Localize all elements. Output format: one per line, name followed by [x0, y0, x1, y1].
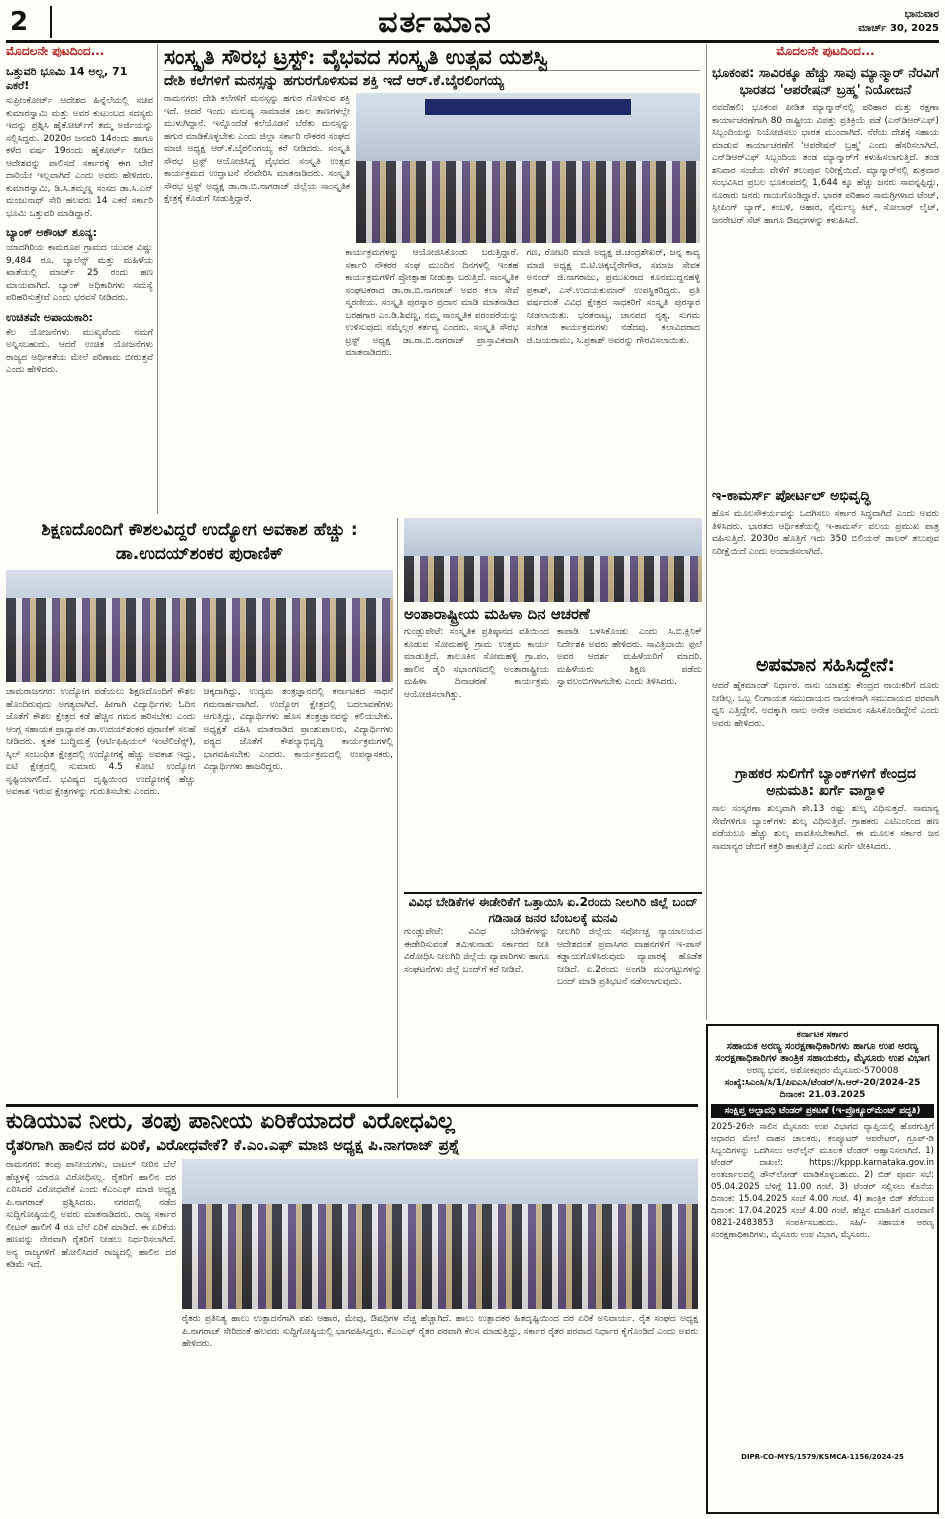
skills-col1: ಚಾಮರಾಜನಗರ: ಉದ್ಯೋಗ ಪಡೆಯಲು ಶಿಕ್ಷಣದೊಂದಿಗೆ ಕೌಶಲ ಹೊಂದಿರುವುದು ಅಗತ್ಯವಾಗಿದೆ. ಹೀಗಾಗಿ ವಿದ್ಯಾರ್ಥಿಗಳು ಓದಿನ ಜೊತೆಗೆ ಕೌಶಲ ಕ್ಷೇತ್ರದ ಕಡೆ ಹೆಚ್ಚಿನ ಗಮನ ಹರಿಸಬೇಕು ಎಂದು ಆಂಗ್ಲ ಸಹಾಯಕ ಪ್ರಾಧ್ಯಾಪಕ ಡಾ.ಉದಯ್‌ಶಂಕರ ಪುರಾಣಿಕ್ ಸಲಹೆ ನೀಡಿದರು. ಕೃತಕ ಬುದ್ಧಿಮತ್ತೆ (ಆರ್ಟಿಫಿಷಿಯಲ್ ಇಂಟೆಲಿಜೆನ್ಸ್), ಸ್ಕಿಲ್ ಸಂಬಂಧಿತ ಕ್ಷೇತ್ರದಲ್ಲಿ ಉದ್ಯೋಗಕ್ಕೆ ಹೆಚ್ಚು ಅವಕಾಶ ಇದ್ದು, ಐಟಿ ಕ್ಷೇತ್ರದಲ್ಲಿ ಸುಮಾರು 4.5 ಕೋಟಿ ಉದ್ಯೋಗ ಸೃಷ್ಟಿಯಾಗಲಿದೆ. ಭವಿಷ್ಯದ ದೃಷ್ಟಿಯಿಂದ ಉದ್ಯೋಗಕ್ಕೆ ಹೆಚ್ಚು ಅವಕಾಶ ಇರುವ ಕ್ಷೇತ್ರಗಳನ್ನು ಗುರುತಿಸಬೇಕು ಎಂದರು.: [6, 687, 196, 797]
tender-code: DIPR-CO-MYS/1579/KSMCA-1156/2024-25: [741, 1453, 904, 1461]
tender-body: 2025-26ನೇ ಸಾಲಿನ ಮೈಸೂರು ಉಪ ವಿಭಾಗದ ವ್ಯಾಪ್ತಿಯಲ್ಲಿ ಹೊರಗುತ್ತಿಗೆ ಆಧಾರದ ಮೇಲೆ ವಾಹನ ಚಾಲಕರು, ಕಂಪ್ಯೂಟರ್ ಆಪರೇಟರ್, ಗ್ರೂಪ್-ಡಿ ಸಿಬ್ಬಂದಿಗಳನ್ನು ಒದಗಿಸಲು ಆನ್‌ಲೈನ್ ಮೂಲಕ ಟೆಂಡರ್ ಆಹ್ವಾನಿಸಲಾಗಿದೆ. 1) ಟೆಂಡರ್ ದಾಖಲೆ: https://kppp.karnataka.gov.in ಅಂತರ್ಜಾಲದಲ್ಲಿ ಡೌನ್‌ಲೋಡ್ ಮಾಡಿಕೊಳ್ಳಬಹುದು. 2) ಬಿಡ್ ಪೂರ್ವ ಸಭೆ: 05.04.2025 ಬೆಳಿಗ್ಗೆ 11.00 ಗಂಟೆ. 3) ಟೆಂಡರ್ ಸಲ್ಲಿಸಲು ಕೊನೆಯ ದಿನಾಂಕ: 15.04.2025 ಸಂಜೆ 4.00 ಗಂಟೆ. 4) ತಾಂತ್ರಿಕ ಬಿಡ್ ತೆರೆಯುವ ದಿನಾಂಕ: 17.04.2025 ಸಂಜೆ 4.00 ಗಂಟೆ. ಹೆಚ್ಚಿನ ಮಾಹಿತಿಗೆ ದೂರವಾಣಿ 0821-2483853 ಸಂಪರ್ಕಿಸಬಹುದು. ಸಹಿ/- ಸಹಾಯಕ ಅರಣ್ಯ ಸಂರಕ್ಷಣಾಧಿಕಾರಿಗಳು, ಮೈಸೂರು ಉಪ ವಿಭಾಗ, ಮೈಸೂರು.: [711, 1122, 934, 1240]
left-column: [6, 44, 158, 514]
left-head2: ಬ್ಯಾಂಕ್ ಅಕೌಂಟ್ ಶೂನ್ಯ:: [6, 226, 97, 239]
tender-line2: ಸಹಾಯಕ ಅರಣ್ಯ ಸಂರಕ್ಷಣಾಧಿಕಾರಿಗಳು ಹಾಗೂ ಉಪ ಅರಣ್ಯ ಸಂರಕ್ಷಣಾಧಿಕಾರಿಗಳ ತಾಂತ್ರಿಕ ಸಹಾಯಕರು, ಮೈಸೂರು ಉಪ ವಿಭಾಗ: [715, 1041, 930, 1064]
left-kicker: ಮೊದಲನೇ ಪುಟದಿಂದ...: [6, 44, 105, 58]
newspaper-title: ವರ್ತಮಾನ: [378, 4, 493, 40]
nilgiri-headline: ವಿವಿಧ ಬೇಡಿಕೆಗಳ ಈಡೇರಿಕೆಗೆ ಒತ್ತಾಯಿಸಿ ಏ.2ರಂದು ನೀಲಗಿರಿ ಜಿಲ್ಲೆ ಬಂದ್ ಗಡಿನಾಡ ಜನರ ಬೆಂಬಲಕ್ಕೆ ಮನವಿ: [408, 895, 698, 925]
womens-day-headline: ಅಂತಾರಾಷ್ಟ್ರೀಯ ಮಹಿಳಾ ದಿನ ಆಚರಣೆ: [404, 605, 590, 623]
skills-photo: [6, 570, 393, 682]
right-kicker: ಮೊದಲನೇ ಪುಟದಿಂದ...: [776, 44, 875, 58]
right-body2: ಹೊಸ ಮೂಲಸೌಕರ್ಯವನ್ನು ಒದಗಿಸಲು ಸರ್ಕಾರ ಸಿದ್ಧವಾಗಿದೆ ಎಂದು ಅವರು ತಿಳಿಸಿದರು. ಭಾರತದ ಆರ್ಥಿಕತೆಯಲ್ಲಿ ಇ-ಕಾಮರ್ಸ್ ವಲಯ ಪ್ರಮುಖ ಪಾತ್ರ ವಹಿಸುತ್ತಿದೆ. 2030ರ ಹೊತ್ತಿಗೆ ಇದು 350 ಬಿಲಿಯನ್ ಡಾಲರ್ ತಲುಪುವ ನಿರೀಕ್ಷೆಯಿದೆ ಎಂದು ಅಂದಾಜಿಸಲಾಗಿದೆ.: [712, 509, 939, 557]
milk-price-article: [6, 1104, 698, 1517]
milk-subhead: ರೈತರಿಗಾಗಿ ಹಾಲಿನ ದರ ಏರಿಕೆ, ವಿರೋಧವೇಕೆ? ಕೆ.ಎಂ.ಎಫ್ ಮಾಜಿ ಅಧ್ಯಕ್ಷ ಪಿ.ನಾಗರಾಜ್ ಪ್ರಶ್ನೆ: [6, 1136, 460, 1154]
photo-people: [356, 161, 700, 244]
left-body2: ಯಾದಗಿರಿಯ ಕಾಮರೂಪ ಗ್ರಾಮದ ಯುವಕ ವಿಷ್ಣು 9,484 ರೂ. ಬ್ಯಾಲೆನ್ಸ್ ಮತ್ತು ಮಹಿಳೆಯ ಖಾತೆಯಲ್ಲಿ ಮಾರ್ಚ್ 25 ರಂದು ಹಣ ಮಾಯವಾಗಿದೆ. ಬ್ಯಾಂಕ್ ಅಧಿಕಾರಿಗಳು ಸಮಸ್ಯೆ ಪರಿಹರಿಸುತ್ತೇವೆ ಎಂದು ಭರವಸೆ ನೀಡಿದರು.: [6, 243, 153, 303]
womens-day-article: [404, 518, 702, 890]
left-body1: ಸುಪ್ರೀಂಕೋರ್ಟ್ ಆದೇಶದ ಹಿನ್ನೆಲೆಯಲ್ಲಿ ಸಚಿವ ಕುಮಾರಸ್ವಾಮಿ ಮತ್ತು ಅವರ ಕುಟುಂಬದ ಸದಸ್ಯರು ಇದನ್ನು ಪ್ರಶ್ನಿಸಿ ಹೈಕೋರ್ಟ್‌ಗೆ ತಮ್ಮ ಅರ್ಜಿಯನ್ನು ಸಲ್ಲಿಸಿದ್ದರು. 2020ರ ಜನವರಿ 14ರಂದು ಹಾಗೂ ಕಳೆದ ವರ್ಷ 19ರಂದು ಹೈಕೋರ್ಟ್ ನೀಡಿದ ಆದೇಶವನ್ನು ಪಾಲಿಸದೆ ಸರ್ಕಾರಕ್ಕೆ ಈಗ ಬೇರೆ ದಾರಿಯೇ ಇಲ್ಲವಾಗಿದೆ ಎಂದು ಅವರು ಹೇಳಿದರು. ಕುಮಾರಸ್ವಾಮಿ, ಡಿ.ಸಿ.ತಮ್ಮಣ್ಣ ಸಂಸದ ಡಾ.ಸಿ.ಎನ್ ಮಂಜುನಾಥ್ ಸೇರಿ ಹಲವರು 14 ಎಕರೆ ಸರ್ಕಾರಿ ಭೂಮಿ ಒತ್ತುವರಿ ಮಾಡಿದ್ದಾರೆ.: [6, 96, 153, 219]
lead-photo: [356, 93, 700, 243]
milk-col2: ರೈತರು ಪ್ರತಿನಿತ್ಯ ಹಾಲು ಉತ್ಪಾದನೆಗಾಗಿ ಪಶು ಆಹಾರ, ಮೇವು, ಔಷಧಿಗಳ ವೆಚ್ಚ ಹೆಚ್ಚಾಗಿದೆ. ಹಾಲು ಉತ್ಪಾದಕರ ಹಿತದೃಷ್ಟಿಯಿಂದ ದರ ಏರಿಕೆ ಅನಿವಾರ್ಯ. ರೈತ ಸಂಘದ ಅಧ್ಯಕ್ಷ ಪಿ.ನಾಗರಾಜ್ ಸೇರಿದಂತೆ ಹಲವರು ಸುದ್ದಿಗೋಷ್ಠಿಯಲ್ಲಿ ಭಾಗವಹಿಸಿದ್ದರು. ಕೆಎಂಎಫ್ ರೈತರ ಪರವಾಗಿ ಕೆಲಸ ಮಾಡುತ್ತಿದ್ದು, ಸರ್ಕಾರ ರೈತರ ಪರವಾದ ನಿರ್ಧಾರ ಕೈಗೊಂಡಿದೆ ಎಂದು ಅವರು ಹೇಳಿದರು.: [182, 1314, 698, 1349]
right-head1: ಭೂಕಂಪ: ಸಾವಿರಕ್ಕೂ ಹೆಚ್ಚು ಸಾವು ಮ್ಯಾನ್ಮಾರ್ ನೆರವಿಗೆ ಭಾರತದ 'ಆಪರೇಷನ್ ಬ್ರಹ್ಮ' ನಿಯೋಜನೆ: [712, 66, 939, 98]
tender-ref: ಸಂಖ್ಯೆ:ಸಿಎಂಸಿ/ಸಿ/1/ಪಿಐಎಸಿ/ಟೆಂಡರ್/ಸಿ.ಆರ್-20/2024-25: [724, 1078, 921, 1088]
left-head1: ಒತ್ತುವರಿ ಭೂಮಿ 14 ಅಲ್ಲ, 71 ಎಕರೆ!: [6, 65, 128, 92]
womens-day-photo-people: [404, 556, 702, 602]
nilgiri-col1: ಗುಂಡ್ಲುಪೇಟೆ: ವಿವಿಧ ಬೇಡಿಕೆಗಳನ್ನು ಈಡೇರಿಸುವಂತೆ ತಮಿಳುನಾಡು ಸರ್ಕಾರದ ನೀತಿ ವಿರೋಧಿಸಿ ನೀಲಗಿರಿ ಜಿಲ್ಲೆಯ ವ್ಯಾಪಾರಿಗಳು ಹಾಗೂ ಸಂಘಟನೆಗಳು ಜಿಲ್ಲೆ ಬಂದ್‌ಗೆ ಕರೆ ನೀಡಿವೆ.: [404, 927, 549, 975]
masthead-date: [819, 8, 939, 36]
milk-photo: [182, 1159, 698, 1309]
masthead-day: ಭಾನುವಾರ: [904, 9, 939, 20]
milk-headline: ಕುಡಿಯುವ ನೀರು, ತಂಪು ಪಾನೀಯ ಏರಿಕೆಯಾದರೆ ವಿರೋಧವಿಲ್ಲ: [6, 1108, 455, 1134]
right-body4: ಸಾಲ ಸಂಸ್ಕರಣಾ ಶುಲ್ಕವಾಗಿ ಶೇ.13 ರಷ್ಟು ಶುಲ್ಕ ವಿಧಿಸುತ್ತದೆ. ಸಾಮಾನ್ಯ ಸೇವೆಗಳಿಗೂ ಬ್ಯಾಂಕ್‌ಗಳು ಶುಲ್ಕ ವಿಧಿಸುತ್ತಿವೆ. ಗ್ರಾಹಕರು ಎಟಿಎಂನಿಂದ ಹಣ ಪಡೆಯಲೂ ಹೆಚ್ಚು ಶುಲ್ಕ ಪಾವತಿಸಬೇಕಾಗಿದೆ. ಈ ಮೂಲಕ ಸರ್ಕಾರ ಜನ ಸಾಮಾನ್ಯರ ಜೇಬಿಗೆ ಕತ್ತರಿ ಹಾಕುತ್ತಿದೆ ಎಂದು ಖರ್ಗೆ ಟೀಕಿಸಿದರು.: [712, 804, 939, 852]
womens-day-col1: ಗುಂಡ್ಲುಪೇಟೆ: ಸಂಸ್ಕೃತಿಕ ಪ್ರತಿಷ್ಠಾನದ ವತಿಯಿಂದ ಕೂಡುವ ಸೋಮಹಳ್ಳಿ ಗ್ರಾಮ ಉತ್ತಮ ಕಾರ್ಯ ಮಾಡುತ್ತಿದೆ. ತಾಲೂಕಿನ ಸೋಮಹಳ್ಳಿ ಗ್ರಾ.ಪಂ. ಹಾಲಿನ ಡೈರಿ ಸಭಾಂಗಣದಲ್ಲಿ ಅಂತಾರಾಷ್ಟ್ರೀಯ ಮಹಿಳಾ ದಿನಾಚರಣೆ ಕಾರ್ಯಕ್ರಮ ಆಯೋಜಿಸಲಾಗಿತ್ತು.: [404, 627, 549, 700]
skills-col2: ಚಿಕ್ಕದಾಗಿದ್ದು, ಉದ್ಯಮ ತಂತ್ರಜ್ಞಾನದಲ್ಲಿ ಕರ್ನಾಟಕದ ಸಾಧನೆ ಗಮನಾರ್ಹವಾಗಿದೆ. ಉದ್ಯೋಗ ಕ್ಷೇತ್ರದಲ್ಲಿ ಬದಲಾವಣೆಗಳು ಆಗುತ್ತಿದ್ದು, ವಿದ್ಯಾರ್ಥಿಗಳು ಹೊಸ ತಂತ್ರಜ್ಞಾನವನ್ನು ಕಲಿಯಬೇಕು. ಅಧ್ಯಕ್ಷತೆ ವಹಿಸಿ ಮಾತನಾಡಿದ ಪ್ರಾಂಶುಪಾಲರು, ವಿದ್ಯಾರ್ಥಿಗಳು ಪಠ್ಯದ ಜೊತೆಗೆ ಕೌಶಲ್ಯಾಭಿವೃದ್ಧಿ ಕಾರ್ಯಕ್ರಮಗಳಲ್ಲಿ ಭಾಗವಹಿಸಬೇಕು ಎಂದರು. ಕಾರ್ಯಕ್ರಮದಲ್ಲಿ ಉಪನ್ಯಾಸಕರು, ವಿದ್ಯಾರ್ಥಿಗಳು ಹಾಜರಿದ್ದರು.: [203, 687, 393, 772]
photo-banner: [425, 99, 631, 115]
lead-col3: ಗಣ, ರೋಟರಿ ಮಾಜಿ ಅಧ್ಯಕ್ಷ ಜಿ.ಚಂದ್ರಶೇಖರ್, ಜನ್ನ ಕಾವ್ಯ ಮಾಜಿ ಅಧ್ಯಕ್ಷ ಬಿ.ಟಿ.ಚಿಕ್ಕಬೈರೇಗೌಡ, ಸಮಾಜ ಸೇವಕ ಅನಂದ್ ಜಿ.ನಾಗರಾಜು, ಪ್ರಮುಖರಾದ ಕೂನಮುದ್ದನಹಳ್ಳಿ ಪ್ರಕಾಶ್, ಎಸ್.ಉದಯಕುಮಾರ್ ಉಪಸ್ಥಿತರಿದ್ದರು. ಪ್ರತಿ ವರ್ಷದಂತೆ ವಿವಿಧ ಕ್ಷೇತ್ರದ ಸಾಧಕರಿಗೆ ಸಂಸ್ಕೃತಿ ಪುರಸ್ಕಾರ ನೀಡಲಾಯಿತು. ಭರತನಾಟ್ಯ, ಜಾನಪದ ನೃತ್ಯ, ಸುಗಮ ಸಂಗೀತ ಕಾರ್ಯಕ್ರಮಗಳು ನಡೆದವು. ಕಲಾವಿದರಾದ ಜಿ.ಜಯರಾಮು, ಸಿ.ಪ್ರಕಾಶ್ ಅವರನ್ನು ಗೌರವಿಸಲಾಯಿತು.: [526, 248, 700, 346]
page-number: 2: [6, 6, 52, 38]
lead-story: [164, 44, 700, 547]
left-body3: ಕೆಲ ಯೋಜನೆಗಳು ಮುಖ್ಯವೆಂದು ನಮಗೆ ಅನ್ನಿಸಬಹುದು. ಆದರೆ ಉಚಿತ ಯೋಜನೆಗಳು ರಾಜ್ಯದ ಆರ್ಥಿಕತೆಯ ಮೇಲೆ ಪರಿಣಾಮ ಬೀರುತ್ತವೆ ಎಂದು ಹೇಳಿದರು.: [6, 327, 153, 375]
right-head4: ಗ್ರಾಹಕರ ಸುಲಿಗೆಗೆ ಬ್ಯಾಂಕ್‌ಗಳಿಗೆ ಕೇಂದ್ರದ ಅನುಮತಿ: ಖರ್ಗೆ ವಾಗ್ದಾಳಿ: [735, 766, 916, 799]
right-head2: ಇ-ಕಾಮರ್ಸ್ ಪೋರ್ಟಲ್ ಅಭಿವೃದ್ಧಿ: [712, 488, 871, 504]
skills-article: [6, 518, 398, 1098]
right-head3: ಅಪಮಾನ ಸಹಿಸಿದ್ದೇನೆ:: [755, 654, 896, 676]
skills-photo-people: [6, 598, 393, 682]
womens-day-photo: [404, 518, 702, 602]
milk-col1: ರಾಮನಗರ: ತಂಪು ಪಾನೀಯಗಳು, ಬಾಟಲ್ ನೀರಿನ ಬೆಲೆ ಹೆಚ್ಚಳಕ್ಕೆ ಯಾರೂ ವಿರೋಧಿಸಲ್ಲ. ರೈತರಿಗೆ ಹಾಲಿನ ದರ ಏರಿಸಿದರೆ ವಿರೋಧವೇಕೆ ಎಂದು ಕೆಎಂಎಫ್ ಮಾಜಿ ಅಧ್ಯಕ್ಷ ಪಿ.ನಾಗರಾಜ್ ಪ್ರಶ್ನಿಸಿದರು. ನಗರದಲ್ಲಿ ನಡೆದ ಸುದ್ದಿಗೋಷ್ಠಿಯಲ್ಲಿ ಅವರು ಮಾತನಾಡಿದರು. ರಾಜ್ಯ ಸರ್ಕಾರ ಲೀಟರ್ ಹಾಲಿಗೆ 4 ರೂ ಬೆಲೆ ಏರಿಕೆ ಮಾಡಿದೆ. ಈ ಏರಿಕೆಯ ಹಣವನ್ನು ನೇರವಾಗಿ ರೈತರಿಗೆ ನೀಡಲು ನಿರ್ಧರಿಸಲಾಗಿದೆ. ಅನ್ಯ ರಾಜ್ಯಗಳಿಗೆ ಹೋಲಿಸಿದರೆ ರಾಜ್ಯದಲ್ಲಿ ಹಾಲಿನ ದರ ಕಡಿಮೆ ಇದೆ.: [6, 1160, 176, 1270]
lead-subhead: ದೇಶಿ ಕಲೆಗಳಿಗೆ ಮನಸ್ಸನ್ನು ಹಗುರಗೊಳಿಸುವ ಶಕ್ತಿ ಇದೆ ಆರ್.ಕೆ.ಬೈರಲಿಂಗಯ್ಯ: [164, 73, 504, 89]
womens-day-col2: ಕಾಪಾಡಿ ಬಳಸಿಕೊಂಡು ಎಂದು ಸಿ.ಬಿ.ಕ್ಲಿನಿಕ್ ನಿರ್ದೇಶಕಿ ಅವರು ಹೇಳಿದರು. ಸಾವಿತ್ರಿಬಾಯಿ ಫುಲೆ ಅವರ ಆದರ್ಶ ಮಹಿಳೆಯರಿಗೆ ಮಾದರಿ. ಮಹಿಳೆಯರು ಶಿಕ್ಷಣ ಪಡೆದು ಸ್ವಾವಲಂಬಿಗಳಾಗಬೇಕು ಎಂದು ತಿಳಿಸಿದರು.: [557, 627, 702, 687]
tender-date: ದಿನಾಂಕ: 21.03.2025: [779, 1090, 866, 1100]
right-body3: ಆದರೆ ಹೈಕಮಾಂಡ್ ನಿರ್ಧಾರ. ನಾನು ಯಾವತ್ತು ಕೇಂದ್ರದ ನಾಯಕರಿಗೆ ದೂರು ನೀಡಿಲ್ಲ. ಒಬ್ಬ ಲಿಂಗಾಯತ ಸಮುದಾಯದ ನಾಯಕನಾಗಿ ಸಮುದಾಯದ ಪರವಾಗಿ ಧ್ವನಿ ಎತ್ತಿದ್ದೇನೆ. ಅದಕ್ಕಾಗಿ ನಾನು ಅನೇಕ ಅಪಮಾನ ಸಹಿಸಿಕೊಂಡಿದ್ದೇನೆ ಎಂದು ಅವರು ಹೇಳಿದರು.: [712, 681, 939, 729]
nilgiri-bandh-article: [404, 892, 702, 1100]
tender-bar: ಸಂಕ್ಷಿಪ್ತ ಅಲ್ಪಾವಧಿ ಟೆಂಡರ್ ಪ್ರಕಟಣೆ (ಇ-ಪ್ರೊಕ್ಯೂರ್‌ಮೆಂಟ್ ಪದ್ಧತಿ): [711, 1104, 934, 1118]
right-column: [706, 44, 939, 1020]
lead-col1: ರಾಮನಗರ: ದೇಶಿ ಕಲೆಗಳಿಗೆ ಮನಸ್ಸನ್ನು ಹಗುರ ಗೊಳಿಸುವ ಶಕ್ತಿ ಇದೆ. ಆದರೆ ಇಂದು ಮನುಷ್ಯ ಸಾಮಾಜಿಕ ಜಾಲ ತಾಣಗಳಲ್ಲೇ ಮುಳುಗಿದ್ದಾನೆ. ಇನ್ನೊಂದೆಡೆ ಕಲೆಯೊಡನೆ ಬೆರೆತು ಮನಸ್ಸನ್ನು ಹಗುರ ಮಾಡಿಕೊಳ್ಳಬೇಕು ಎಂದು ಜಿಲ್ಲಾ ಸರ್ಕಾರಿ ನೌಕರರ ಸಂಘದ ಮಾಜಿ ಅಧ್ಯಕ್ಷ ಆರ್.ಕೆ.ಬೈರಲಿಂಗಯ್ಯ ಕರೆ ನೀಡಿದರು. ಸಂಸ್ಕೃತಿ ಸೌರಭ ಟ್ರಸ್ಟ್ ಆಯೋಜಿಸಿದ್ದ ವೈಭವದ ಸಂಸ್ಕೃತಿ ಉತ್ಸವ ಕಾರ್ಯಕ್ರಮದ ಉದ್ಘಾಟನೆ ನೆರವೇರಿಸಿ ಮಾತನಾಡಿದರು. ಸಂಸ್ಕೃತಿ ಸೌರಭ ಟ್ರಸ್ಟ್ ಅಧ್ಯಕ್ಷ ಡಾ.ರಾ.ಬಿ.ನಾಗರಾಜ್ ಜಿಲ್ಲೆಯ ಸಾಂಸ್ಕೃತಿಕ ಕ್ಷೇತ್ರಕ್ಕೆ ಕೊಡುಗೆ ನೀಡುತ್ತಿದ್ದಾರೆ.: [164, 94, 350, 204]
tender-line1: ಕರ್ನಾಟಕ ಸರ್ಕಾರ: [796, 1030, 849, 1040]
tender-address: ಅರಣ್ಯ ಭವನ, ಅಶೋಕಪುರಂ ಮೈಸೂರು-570008: [746, 1066, 899, 1076]
masthead-date-text: ಮಾರ್ಚ್ 30, 2025: [858, 23, 939, 34]
lead-headline: ಸಂಸ್ಕೃತಿ ಸೌರಭ ಟ್ರಸ್ಟ್: ವೈಭವದ ಸಂಸ್ಕೃತಿ ಉತ್ಸವ ಯಶಸ್ವಿ: [164, 44, 700, 71]
left-head3: ಉಚಿತವೇ ಅಪಾಯಕಾರಿ:: [6, 310, 93, 324]
skills-headline: ಶಿಕ್ಷಣದೊಂದಿಗೆ ಕೌಶಲವಿದ್ದರೆ ಉದ್ಯೋಗ ಅವಕಾಶ ಹೆಚ್ಚು : ಡಾ.ಉದಯ್‌ಶಂಕರ ಪುರಾಣಿಕ್: [41, 520, 358, 564]
right-body1: ನವದೆಹಲಿ: ಭೂಕಂಪ ಪೀಡಿತ ಮ್ಯಾನ್ಮಾರ್‌ನಲ್ಲಿ ಪರಿಹಾರ ಮತ್ತು ರಕ್ಷಣಾ ಕಾರ್ಯಾಚರಣೆಗಾಗಿ 80 ರಾಷ್ಟ್ರೀಯ ವಿಪತ್ತು ಪ್ರತಿಕ್ರಿಯೆ ಪಡೆ (ಎನ್‌ಡಿಆರ್‌ಎಫ್) ಸಿಬ್ಬಂದಿಯನ್ನು ನಿಯೋಜಿಸಲು ಭಾರತ ಮುಂದಾಗಿದೆ. ನೆರೆಯ ದೇಶಕ್ಕೆ ಸಹಾಯ ಮಾಡುವ ಕಾರ್ಯಾಚರಣೆಗೆ 'ಆಪರೇಷನ್ ಬ್ರಹ್ಮ' ಎಂದು ಹೆಸರಿಸಲಾಗಿದೆ. ಎನ್‌ಡಿಆರ್‌ಎಫ್ ಸಿಬ್ಬಂದಿಯ ತಂಡ ಮ್ಯಾನ್ಮಾರ್‌ಗೆ ಕಳುಹಿಸಲಾಗುತ್ತಿದೆ. ತಂಡ ಶನಿವಾರ ಸಂಜೆಯ ವೇಳೆಗೆ ತಲುಪುವ ನಿರೀಕ್ಷೆಯಿದೆ. ಮ್ಯಾನ್ಮಾರ್‌ನಲ್ಲಿ ಶುಕ್ರವಾರ ಸಂಭವಿಸಿದ ಪ್ರಬಲ ಭೂಕಂಪದಲ್ಲಿ 1,644 ಕ್ಕೂ ಹೆಚ್ಚು ಜನರು ಸಾವನ್ನಪ್ಪಿದ್ದು, ನೂರಾರು ಜನರು ಗಾಯಗೊಂಡಿದ್ದಾರೆ. ಭಾರತ ಪರಿಹಾರ ಸಾಮಗ್ರಿಗಳಾದ ಟೆಂಟ್, ಸ್ಲೀಪಿಂಗ್ ಬ್ಯಾಗ್, ಕಂಬಳಿ, ಆಹಾರ, ನೈರ್ಮಲ್ಯ ಕಿಟ್, ಸೋಲಾರ್ ಲೈಟ್, ಜನರೇಟರ್ ಸೆಟ್ ಹಾಗೂ ಔಷಧಗಳನ್ನು ಕಳುಹಿಸಿದೆ.: [712, 103, 939, 226]
nilgiri-col2: ನೀಲಗಿರಿ ಜಿಲ್ಲೆಯ ಸರ್ವೋಚ್ಚ ನ್ಯಾಯಾಲಯದ ಆದೇಶದಂತೆ ಪ್ರವಾಸಿಗರ ವಾಹನಗಳಿಗೆ ಇ-ಪಾಸ್ ಕಡ್ಡಾಯಗೊಳಿಸಿರುವುದು ವ್ಯಾಪಾರಕ್ಕೆ ಹೊಡೆತ ನೀಡಿದೆ. ಏ.2ರಂದು ಅಂಗಡಿ ಮುಂಗಟ್ಟುಗಳನ್ನು ಬಂದ್ ಮಾಡಿ ಪ್ರತಿಭಟನೆ ನಡೆಸಲಾಗುವುದು.: [557, 927, 702, 987]
milk-photo-people: [182, 1204, 698, 1309]
tender-notice: [706, 1024, 939, 1514]
masthead: [6, 4, 939, 43]
lead-col2: ಕಾರ್ಯಕ್ರಮಗಳನ್ನು ಆಯೋಜಿಸಿಕೊಂಡು ಬರುತ್ತಿದ್ದಾರೆ. ಸರ್ಕಾರಿ ನೌಕರರ ಸಂಘ ಮುಂದಿನ ದಿನಗಳಲ್ಲಿ ಇಂತಹ ಕಾರ್ಯಕ್ರಮಗಳಿಗೆ ಪ್ರೋತ್ಸಾಹ ನೀಡುತ್ತಾ ಬರುತ್ತಿದೆ. ಸಾಂಸ್ಕೃತಿಕ ಸಂಘಟಕರಾದ ಡಾ.ರಾ.ಬಿ.ನಾಗರಾಜ್ ಅವರ ಕಲಾ ಸೇವೆ ಸ್ಮರಣೀಯ. ಸಂಸ್ಕೃತಿ ಪುರಸ್ಕಾರ ಪ್ರದಾನ ಮಾಡಿ ಮಾತನಾಡಿದ ಬರಹಗಾರ ಎಂ.ಡಿ.ಶಿವಣ್ಣ, ನಮ್ಮ ಸಾಂಸ್ಕೃತಿಕ ಪರಂಪರೆಯನ್ನು ಉಳಿಸುವುದು ನಮ್ಮೆಲ್ಲರ ಕರ್ತವ್ಯ ಎಂದರು. ಸಂಸ್ಕೃತಿ ಸೌರಭ ಟ್ರಸ್ಟ್ ಅಧ್ಯಕ್ಷ ಡಾ.ರಾ.ಬಿ.ನಾಗರಾಜ್ ಪ್ರಾಸ್ತಾವಿಕವಾಗಿ ಮಾತನಾಡಿದರು.: [345, 248, 519, 358]
